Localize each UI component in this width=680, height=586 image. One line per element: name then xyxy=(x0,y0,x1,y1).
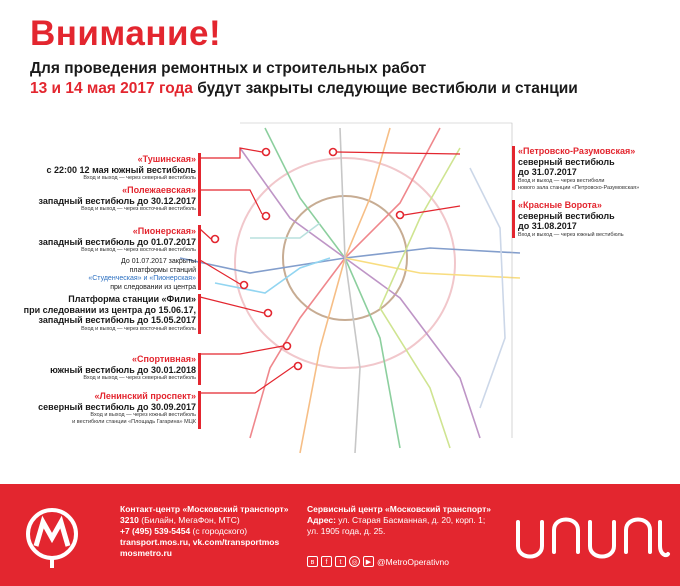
fili-small: Вход и выход — через восточный вестибюль xyxy=(81,325,196,332)
address-label: Адрес: xyxy=(307,515,336,525)
fili-main-1: Платформа станции «Фили» xyxy=(68,294,196,304)
krasnye-main-1: северный вестибюль xyxy=(518,210,615,221)
transport-links[interactable]: transport.mos.ru, vk.com/transportmos xyxy=(120,537,280,547)
contact-block xyxy=(120,504,288,559)
polezhaevskaya-name: «Полежаевская» xyxy=(122,185,196,195)
leninsky-name: «Ленинский проспект» xyxy=(94,391,196,401)
service-title: Сервисный центр «Московский транспорт» xyxy=(307,504,492,514)
note-leninsky xyxy=(38,391,196,426)
tushinskaya-name: «Тушинская» xyxy=(137,154,196,164)
facebook-icon[interactable]: f xyxy=(321,556,332,567)
sportivnaya-bar xyxy=(198,353,201,385)
note-polezhaevskaya xyxy=(39,185,196,213)
sportivnaya-name: «Спортивная» xyxy=(132,354,196,364)
pionerskaya-name: «Пионерская» xyxy=(132,226,196,236)
tushinskaya-small: Вход и выход — через северный вестибюль xyxy=(83,175,196,181)
orange-line xyxy=(300,128,390,453)
social-handle[interactable]: @MetroOperativno xyxy=(377,556,449,567)
social-links xyxy=(307,556,449,567)
twitter-icon[interactable]: t xyxy=(335,556,346,567)
alert-title: Внимание! xyxy=(30,14,222,53)
pionerskaya-bar xyxy=(198,225,201,258)
studencheskaya-marker xyxy=(241,282,248,289)
note-sportivnaya xyxy=(50,354,196,382)
phone-long[interactable]: +7 (495) 539-5454 xyxy=(120,526,191,536)
petrovsko-marker xyxy=(330,149,337,156)
sportivnaya-marker xyxy=(284,343,291,350)
grey-line xyxy=(340,128,360,453)
fili-bar xyxy=(198,294,201,334)
pionerskaya-marker xyxy=(212,236,219,243)
metro-wave-decoration-icon xyxy=(512,502,672,572)
note-fili xyxy=(24,294,196,333)
leninsky-small-1: Вход и выход — через южный вестибюль xyxy=(90,412,196,418)
leninsky-small-2: и вестибюли станции «Площадь Гагарина» МЦК xyxy=(72,419,196,425)
vk-icon[interactable]: в xyxy=(307,556,318,567)
polezhaevskaya-marker xyxy=(263,213,270,220)
address-line-2: ул. 1905 года, д. 25. xyxy=(307,526,386,536)
note-tushinskaya xyxy=(47,154,196,182)
teal-line xyxy=(250,223,320,238)
polezhaevskaya-small: Вход и выход — через восточный вестибюль xyxy=(81,206,196,212)
krasnye-main-2: до 31.08.2017 xyxy=(518,221,577,231)
krasnye-vorota-marker xyxy=(397,212,404,219)
platforms-stations: «Студенческая» и «Пионерская» xyxy=(88,275,196,282)
monorail-line xyxy=(470,168,505,408)
platforms-line-1: До 01.07.2017 закрыты xyxy=(121,258,196,265)
metro-lines xyxy=(180,128,520,453)
note-petrovsko xyxy=(518,146,639,192)
closure-dates: 13 и 14 мая 2017 года xyxy=(30,80,193,97)
platforms-line-2: платформы станций xyxy=(129,266,196,274)
green-line xyxy=(265,128,400,448)
fili-main-2: при следовании из центра до 15.06.17, xyxy=(23,304,196,315)
polezhaevskaya-bar xyxy=(198,184,201,216)
pionerskaya-small: Вход и выход — через восточный вестибюль xyxy=(81,247,196,253)
petrovsko-main-2: до 31.07.2017 xyxy=(518,167,577,177)
leninsky-main: северный вестибюль до 30.09.2017 xyxy=(38,401,196,412)
phone-short-note: (Билайн, МегаФон, МТС) xyxy=(138,515,240,525)
filevskaya-line xyxy=(215,258,330,293)
petrovsko-bar xyxy=(512,146,515,190)
platforms-bar xyxy=(198,258,201,290)
pionerskaya-main: западный вестибюль до 01.07.2017 xyxy=(38,236,196,247)
petrovsko-small-1: Вход и выход — через вестибюли xyxy=(518,177,605,184)
footer xyxy=(0,484,680,586)
petrovsko-small-2: нового зала станции «Петровско-Разумовская» xyxy=(518,184,640,191)
tushinskaya-main: с 22:00 12 мая южный вестибюль xyxy=(46,164,196,175)
platforms-line-3: при следовании из центра xyxy=(110,283,196,291)
note-platforms xyxy=(88,258,196,292)
polezhaevskaya-main: западный вестибюль до 30.12.2017 xyxy=(38,195,196,206)
fili-main-3: западный вестибюль до 15.05.2017 xyxy=(38,315,196,325)
sportivnaya-main: южный вестибюль до 30.01.2018 xyxy=(50,364,196,375)
phone-long-note: (с городского) xyxy=(190,526,248,536)
mosmetro-link[interactable]: mosmetro.ru xyxy=(120,548,172,558)
krasnye-bar xyxy=(512,200,515,238)
subtitle-line-2 xyxy=(30,80,578,98)
krasnye-name: «Красные Ворота» xyxy=(518,200,602,210)
petrovsko-name: «Петровско-Разумовская» xyxy=(518,146,636,156)
fili-marker xyxy=(265,310,272,317)
krasnye-small: Вход и выход — через южный вестибюль xyxy=(518,231,624,238)
address-line-1: ул. Старая Басманная, д. 20, корп. 1; xyxy=(335,515,486,525)
tushinskaya-marker xyxy=(263,149,270,156)
subtitle-line-2-rest: будут закрыты следующие вестибюли и станции xyxy=(192,80,578,97)
yellow-line xyxy=(345,258,520,278)
note-pionerskaya xyxy=(39,226,196,254)
instagram-icon[interactable]: ◎ xyxy=(349,556,360,567)
leninsky-marker xyxy=(295,363,302,370)
youtube-icon[interactable]: ▶ xyxy=(363,556,374,567)
contact-title: Контакт-центр «Московский транспорт» xyxy=(120,504,289,514)
petrovsko-main-1: северный вестибюль xyxy=(518,156,615,167)
subtitle-line-1: Для проведения ремонтных и строительных работ xyxy=(30,60,427,77)
sportivnaya-small: Вход и выход — через северный вестибюль xyxy=(83,375,196,381)
metro-logo-icon xyxy=(22,504,82,570)
leninsky-bar xyxy=(198,391,201,429)
service-block xyxy=(307,504,491,537)
tushinskaya-bar xyxy=(198,153,201,187)
phone-short[interactable]: 3210 xyxy=(120,515,139,525)
note-krasnye xyxy=(518,200,624,239)
